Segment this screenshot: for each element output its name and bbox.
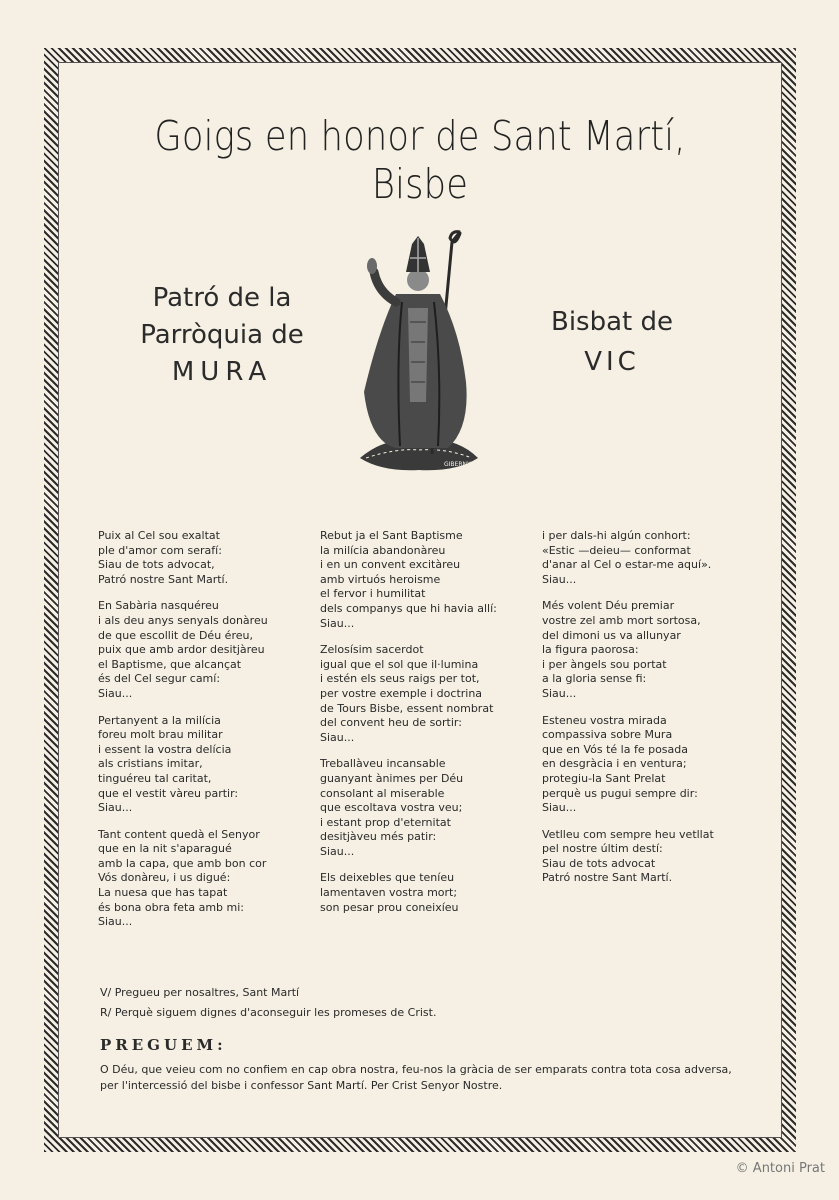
stanza: Tant content quedà el Senyor que en la nit s'aparagué amb la capa, que amb bon cor Vós donàreu, i us digué: La nuesa que has tapat és bona obra feta amb mi: Siau... (98, 827, 267, 929)
stanza: Els deixebles que teníeu lamentaven vostra mort; son pesar prou coneixíeu (320, 871, 459, 914)
parish-heading-line1: Patró de la (152, 283, 292, 313)
stanza: Rebut ja el Sant Baptisme la milícia abandonàreu i en un convent excitàreu amb virtuós heroisme el fervor i humilitat dels companys que hi havia allí: Siau... (320, 529, 497, 630)
stanza: Esteneu vostra mirada compassiva sobre Mura que en Vós té la fe posada en desgràcia i en ventura; protegiu-la Sant Prelat perquè us pugui sempre dir: Siau... (542, 713, 698, 815)
stanza: i per dals-hi algún conhort: «Estic —deieu— conformat d'anar al Cel o estar-me aquí». Siau... (542, 529, 712, 586)
response: R/ Perquè siguem dignes d'aconseguir les promeses de Crist. (100, 1006, 437, 1019)
versicle: V/ Pregueu per nosaltres, Sant Martí (100, 986, 300, 999)
diocese-name: VIC (584, 347, 640, 377)
stanza: Puix al Cel sou exaltat ple d'amor com serafí: Siau de tots advocat, Patró nostre Sant Martí. (98, 529, 229, 586)
saint-bishop-illustration (356, 222, 482, 476)
stanza: Zelosísim sacerdot igual que el sol que il·lumina i estén els seus raigs per tot, per vostre exemple i doctrina de Tours Bisbe, essent nombrat del convent heu de sortir: Siau... (320, 643, 494, 744)
stanza: Vetlleu com sempre heu vetllat pel nostre últim destí: Siau de tots advocat Patró nostre Sant Martí. (542, 827, 714, 885)
prayer-text: O Déu, que veieu com no confiem en cap obra nostra, feu-nos la gràcia de ser emparats contra tota cosa adversa, per l'intercessió del bisbe i confessor Sant Martí. Per Crist Senyor Nostre. (100, 1063, 732, 1092)
stanza-column-1 (98, 529, 313, 942)
stanza: Treballàveu incansable guanyant ànimes per Déu consolant al miserable que escoltava vostra veu; i estant prop d'eternitat desitjàveu més patir: Siau... (320, 757, 464, 858)
stanza: Pertanyent a la milícia foreu molt brau militar i essent la vostra delícia als cristians imitar, tinguéreu tal caritat, que el vestit vàreu partir: Siau... (98, 713, 239, 815)
stanza-column-2 (320, 529, 535, 927)
stanza: Més volent Déu premiar vostre zel amb mort sortosa, del dimoni us va allunyar la figura paorosa: i per àngels sou portat a la gloria sense fi: Siau... (542, 599, 701, 700)
prayer-heading: PREGUEM: (100, 1036, 227, 1054)
stanza: En Sabària nasquéreu i als deu anys senyals donàreu de que escollit de Déu éreu, puix que amb ardor desitjàreu el Baptisme, que alcançat és del Cel segur camí: Siau... (98, 599, 268, 700)
diocese-heading (530, 302, 694, 382)
page-title: Goigs en honor de Sant Martí, Bisbe (154, 112, 686, 208)
parish-heading-line2: Parròquia de (140, 320, 304, 350)
parish-heading (120, 280, 324, 391)
diocese-heading-line1: Bisbat de (550, 307, 673, 337)
stanza-column-3 (542, 529, 757, 898)
parish-name: MURA (171, 357, 273, 387)
copyright-watermark: © Antoni Prat (735, 1161, 825, 1176)
illustrator-signature: GIBERNY (444, 461, 471, 468)
